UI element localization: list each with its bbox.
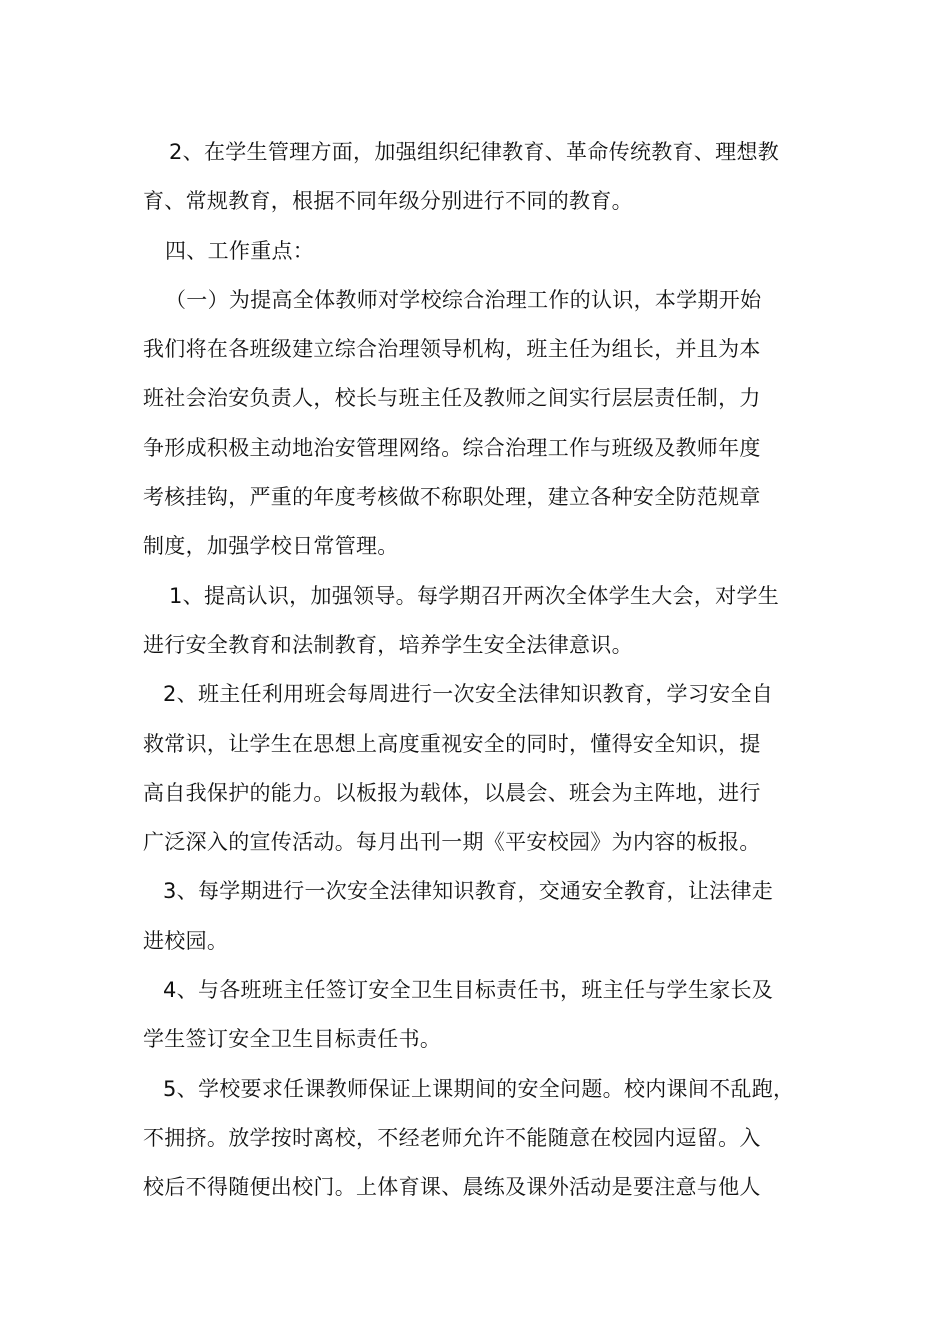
section-heading: 四、工作重点： (165, 238, 315, 263)
paragraph-point-5 (143, 1065, 813, 1213)
text-line: 进校园。 (143, 928, 229, 953)
text-line: 学生签订安全卫生目标责任书。 (143, 1027, 442, 1052)
text-line: 2、班主任利用班会每周进行一次安全法律知识教育，学习安全自 (163, 682, 774, 707)
text-line: 争形成积极主动地治安管理网络。综合治理工作与班级及教师年度 (143, 435, 761, 460)
text-line: 4、与各班班主任签订安全卫生目标责任书，班主任与学生家长及 (163, 978, 774, 1003)
text-line: 不拥挤。放学按时离校，不经老师允许不能随意在校园内逗留。入 (143, 1125, 761, 1150)
text-line: 广泛深入的宣传活动。每月出刊一期《平安校园》为内容的板报。 (143, 830, 761, 855)
paragraph-item-one (143, 276, 813, 572)
text-line: 育、常规教育，根据不同年级分别进行不同的教育。 (143, 189, 633, 214)
text-line: 校后不得随便出校门。上体育课、晨练及课外活动是要注意与他人 (143, 1175, 761, 1200)
text-line: 救常识，让学生在思想上高度重视安全的同时，懂得安全知识，提 (143, 731, 761, 756)
text-line: 1、提高认识，加强领导。每学期召开两次全体学生大会，对学生 (169, 583, 780, 608)
paragraph-point-3 (143, 867, 813, 966)
paragraph-point-2 (143, 670, 813, 867)
paragraph-student-management (143, 128, 813, 227)
paragraph-point-4 (143, 966, 813, 1065)
text-line: 制度，加强学校日常管理。 (143, 534, 399, 559)
paragraph-point-1 (143, 572, 813, 671)
document-body (143, 128, 813, 1213)
text-line: 班社会治安负责人，校长与班主任及教师之间实行层层责任制，力 (143, 386, 761, 411)
text-line: 高自我保护的能力。以板报为载体，以晨会、班会为主阵地，进行 (143, 780, 761, 805)
text-line: 5、学校要求任课教师保证上课期间的安全问题。校内课间不乱跑， (163, 1076, 795, 1101)
text-line: 我们将在各班级建立综合治理领导机构，班主任为组长，并且为本 (143, 337, 761, 362)
text-line: 考核挂钩，严重的年度考核做不称职处理，建立各种安全防范规章 (143, 485, 761, 510)
section-heading-work-focus (143, 227, 813, 276)
text-line: 3、每学期进行一次安全法律知识教育，交通安全教育，让法律走 (163, 879, 774, 904)
text-line: 进行安全教育和法制教育，培养学生安全法律意识。 (143, 632, 633, 657)
text-line: （一）为提高全体教师对学校综合治理工作的认识，本学期开始 (165, 287, 762, 312)
text-line: 2、在学生管理方面，加强组织纪律教育、革命传统教育、理想教 (169, 140, 780, 164)
